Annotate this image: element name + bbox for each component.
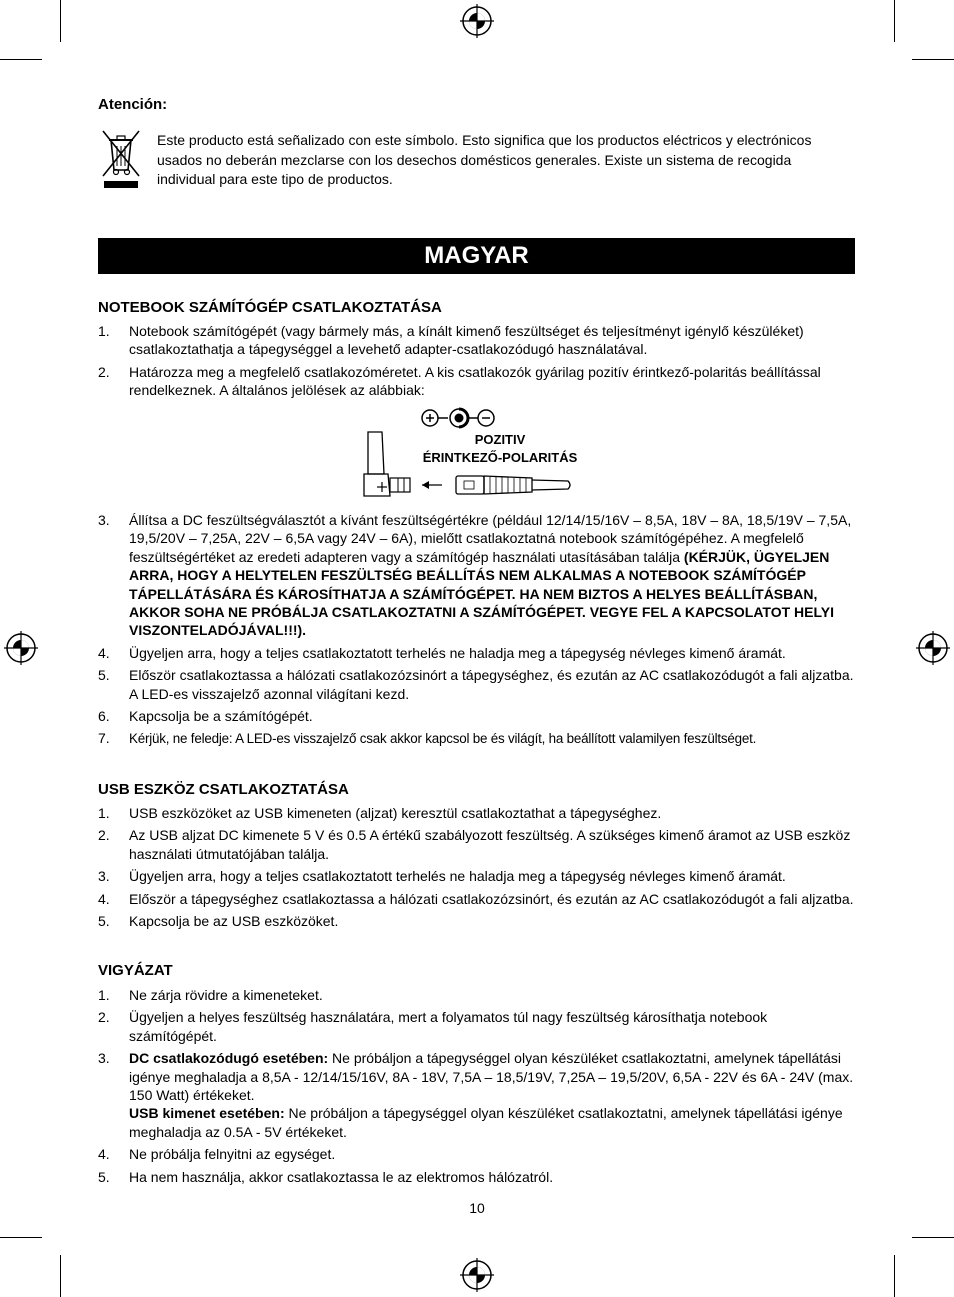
polarity-label-line2: ÉRINTKEZŐ-POLARITÁS bbox=[422, 450, 578, 465]
crop-mark bbox=[0, 59, 42, 60]
warning-list bbox=[98, 986, 855, 1190]
list-item: 4. Ügyeljen arra, hogy a teljes csatlakoztatott terhelés ne haladja meg a tápegység névleges kimenő áramát. bbox=[98, 644, 786, 661]
crop-mark bbox=[0, 1237, 42, 1238]
registration-mark-icon bbox=[460, 4, 494, 38]
list-item: 7. Kérjük, ne feledje: A LED-es visszajelző csak akkor kapcsol be és világít, ha beállított valamilyen feszültséget. bbox=[98, 730, 757, 747]
notebook-list-a bbox=[98, 322, 855, 404]
usb-list bbox=[98, 804, 855, 934]
list-item: 2. Határozza meg a megfelelő csatlakozóméretet. A kis csatlakozók gyárilag pozitív érintkező-polaritás beállítással rendelkeznek. A általános jelölések az alábbiak: bbox=[98, 363, 821, 399]
crop-mark bbox=[60, 0, 61, 42]
polarity-label-line1: POZITIV bbox=[474, 432, 526, 447]
list-item: 5. Először csatlakoztassa a hálózati csatlakozózsinórt a tápegységhez, és ezután az AC csatlakozódugót a fali aljzatba. A LED-es visszajelző azonnal világítani kezd. bbox=[98, 667, 854, 702]
list-item: 6. Kapcsolja be a számítógépét. bbox=[98, 708, 313, 725]
list-item: 5. Kapcsolja be az USB eszközöket. bbox=[98, 913, 339, 930]
crop-mark bbox=[912, 1237, 954, 1238]
list-item: 5. Ha nem használja, akkor csatlakoztassa le az elektromos hálózatról. bbox=[98, 1168, 554, 1185]
crop-mark bbox=[894, 1255, 895, 1297]
section-title-bar: MAGYAR bbox=[98, 238, 855, 274]
list-item: 3. DC csatlakozódugó esetében: Ne próbáljon a tápegységgel olyan készüléket csatlakoztatni, amelynek tápellátási igénye meghaladja a 8,5A - 12/14/15/16V, 8A - 18V, 7,5A – 18,5/19V, 7,25A – 19,5/20V, 6,5A - 22V és 6A - 24V (max. 150 Watt) értékeket. USB kimenet esetében: Ne próbáljon a tápegységgel olyan készüléket csatlakoztatni, amelynek tápellátási igénye meghaladja az 0.5A - 5V értékeket. bbox=[98, 1050, 854, 1140]
registration-mark-icon bbox=[460, 1258, 494, 1292]
usb-heading: USB ESZKÖZ CSATLAKOZTATÁSA bbox=[98, 781, 349, 798]
crop-mark bbox=[912, 59, 954, 60]
crop-mark bbox=[894, 0, 895, 42]
crop-mark bbox=[60, 1255, 61, 1297]
attention-title: Atención: bbox=[98, 96, 168, 113]
registration-mark-icon bbox=[4, 631, 38, 665]
warning-heading: VIGYÁZAT bbox=[98, 962, 173, 979]
list-item: 2. Ügyeljen a helyes feszültség használatára, mert a folyamatos túl nagy feszültség károsíthatja notebook számítógépét. bbox=[98, 1009, 768, 1044]
page-number: 10 bbox=[469, 1200, 485, 1216]
crossed-out-wheelie-bin-icon bbox=[100, 128, 142, 190]
list-item: 3. Állítsa a DC feszültségválasztót a kívánt feszültségértékre (például 12/14/15/16V – 8,5A, 18V – 8A, 18,5/19V – 7,5A, 19,5/20V – 7,25A, 22V – 6,5A vagy 24V – 6A), mielőtt csatlakoztatná notebook számítógépéhez. A megfelelő feszültségértéket az eredeti adapteren vagy a számítógép használati utasításában találja (KÉRJÜK, ÜGYELJEN ARRA, HOGY A HELYTELEN FESZÜLTSÉG BEÁLLÍTÁS NEM ALKALMAS A NOTEBOOK SZÁMÍTÓGÉP TÁPELLÁTÁSÁRA ÉS KÁROSÍTHATJA A SZÁMÍTÓGÉPET. HA NEM BIZTOS A HELYES BEÁLLÍTÁSBAN, AKKOR SOHA NE PRÓBÁLJA CSATLAKOZTATNI A SZÁMÍTÓGÉPET. VEGYE FEL A KAPCSOLATOT HELYI VISZONTELADÓJÁVAL!!!). bbox=[98, 512, 852, 639]
list-item: 2. Az USB aljzat DC kimenete 5 V és 0.5 A értékű szabályozott feszültség. A szükséges kimenő áramot az USB eszköz használati útmutatójában találja. bbox=[98, 827, 851, 862]
list-item: 3. Ügyeljen arra, hogy a teljes csatlakoztatott terhelés ne haladja meg a tápegység névleges kimenő áramát. bbox=[98, 868, 786, 885]
notebook-list-b bbox=[98, 511, 855, 753]
list-item: 4. Először a tápegységhez csatlakoztassa a hálózati csatlakozózsinórt, és ezután az AC csatlakozódugót a fali aljzatba. bbox=[98, 890, 854, 907]
attention-text: Este producto está señalizado con este símbolo. Esto significa que los productos eléctricos y electrónicos usados no deberán mezclarse con los desechos domésticos generales. Existe un sistema de recogida individual para este tipo de productos. bbox=[157, 132, 812, 187]
list-item: 4. Ne próbálja felnyitni az egységet. bbox=[98, 1146, 336, 1163]
registration-mark-icon bbox=[916, 631, 950, 665]
list-item: 1. Notebook számítógépét (vagy bármely más, a kínált kimenő feszültséget és teljesítményt igénylő készüléket) csatlakoztathatja a tápegységgel a levehető adapter-csatlakozódugó használatával. bbox=[98, 323, 804, 358]
list-item: 1. Ne zárja rövidre a kimeneteket. bbox=[98, 987, 323, 1003]
notebook-heading: NOTEBOOK SZÁMÍTÓGÉP CSATLAKOZTATÁSA bbox=[98, 299, 442, 316]
polarity-diagram bbox=[360, 404, 578, 502]
list-item: 1. USB eszközöket az USB kimeneten (aljzat) keresztül csatlakoztathat a tápegységhez. bbox=[98, 805, 662, 821]
